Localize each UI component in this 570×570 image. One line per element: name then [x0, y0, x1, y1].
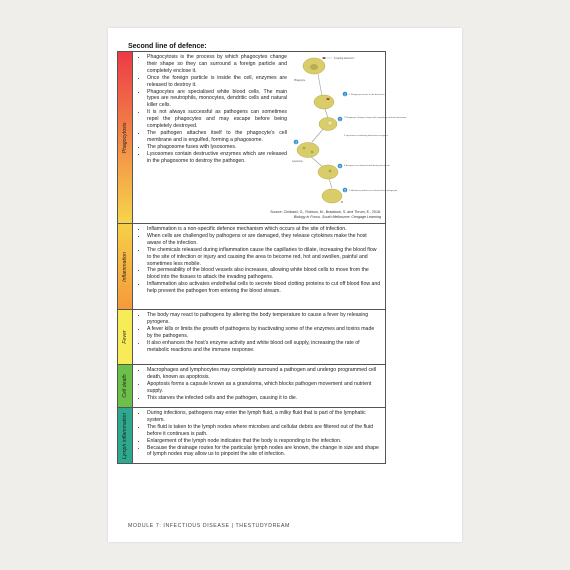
list-item: • Phagocytes are specialised white blood cells. The main types are neutrophils, monocytes, dendritic cells and natural killer cells.: [147, 89, 287, 110]
list-inflammation: [133, 224, 385, 295]
list-item: • Lysosomes contain destructive enzymes which are released in the phagosome to destroy the pathogen.: [147, 151, 287, 165]
list-item: • Inflammation also activates endothelial cells to secrete blood clotting proteins to cut off blood flow and help prevent the pathogen from entering the blood stream.: [147, 281, 381, 295]
label-invading: Invading bacterium: [334, 57, 355, 60]
content-inflammation: [133, 224, 385, 309]
phagocyte-cell: [314, 95, 334, 109]
list-item: • A fever kills or limits the growth of pathogens by inactivating some of the enzymes and toxins made by the pathogens.: [147, 326, 381, 340]
list-item: • Inflammation is a non-specific defence mechanism which occurs at the site of infection.: [147, 226, 381, 233]
label-lysosome: Lysosome: [292, 160, 303, 163]
list-item: • This starves the infected cells and the pathogen, causing it to die.: [147, 395, 381, 402]
label-inflammation: Inflammation: [122, 251, 128, 282]
band-phagocytosis: [118, 52, 133, 223]
step-number: 3: [295, 140, 297, 145]
bacterium: [326, 98, 329, 100]
list-item: • The phagosome fuses with lysosomes.: [147, 144, 287, 151]
figure-credit: [270, 210, 381, 220]
row-fever: [118, 310, 385, 365]
arrow-icon: [312, 128, 324, 142]
lysosome-dot: [311, 151, 314, 154]
list-item: • Once the foreign particle is inside the cell, enzymes are released to destroy it.: [147, 75, 287, 89]
phagosome: [328, 121, 332, 125]
phagocyte-cell: [322, 189, 342, 203]
particle-dot: [341, 201, 343, 203]
phagocyte-cell: [318, 165, 338, 179]
label-step-4: 4 Enzymes are released and destroy bacterium: [344, 165, 390, 167]
band-lymph-inflammation: [118, 408, 133, 463]
list-lymph-inflammation: [133, 408, 385, 458]
list-item: • Phagocytosis is the process by which phagocytes change their shape so they can surround a foreign particle and completely enclose it.: [147, 54, 287, 75]
list-item: • Macrophages and lymphocytes may completely surround a pathogen and undergo programmed cell death, known as apoptosis.: [147, 367, 381, 381]
defence-table: [117, 51, 407, 464]
label-step-1: 1 Phagocyte moves to the bacterium: [349, 94, 385, 96]
label-step-5: 5 Harmless particles are released from phagocyte: [349, 190, 398, 192]
label-phagocyte: Phagocyte: [294, 79, 306, 82]
band-cell-death: [118, 365, 133, 407]
list-item: • Enlargement of the lymph node indicates that the body is responding to the infection.: [147, 438, 381, 445]
list-item: • It also enhances the host’s enzyme activity and white blood cell supply, increasing the rate of metabolic reactions and the immune response.: [147, 340, 381, 354]
list-item: • Apoptosis forms a capsule known as a granuloma, which blocks pathogen movement and nutrient supply.: [147, 381, 381, 395]
list-item: • When cells are challenged by pathogens or are damaged, they release cytokines make the host aware of the infection.: [147, 233, 381, 247]
content-phagocytosis: [133, 52, 407, 223]
row-inflammation: [118, 224, 385, 310]
list-item: • The chemicals released during inflammation cause the capillaries to dilate, increasing the blood flow to the site of infection or injury and causing the area to become red, hot and swollen, painful and sometimes less mobile.: [147, 247, 381, 268]
step-number: 5: [344, 188, 346, 193]
label-fever: Fever: [122, 330, 128, 344]
content-fever: [133, 310, 385, 364]
list-item: • Because the drainage routes for the particular lymph nodes are known, the change in size and shape of lymph nodes may allow us to pinpoint the site of infection.: [147, 445, 381, 459]
phagocytosis-diagram: [288, 56, 407, 206]
list-phagocytosis: [133, 52, 287, 165]
band-inflammation: [118, 224, 133, 309]
list-cell-death: [133, 365, 385, 402]
label-cell-death: Cell death: [122, 374, 128, 398]
label-step-3: 3 Lysosomes containing destructive enzymes: [344, 135, 388, 137]
content-cell-death: [133, 365, 385, 407]
row-lymph-inflammation: [118, 408, 385, 463]
step-number: 1: [344, 92, 346, 97]
list-item: • During infections, pathogens may enter the lymph fluid, a milky fluid that is part of the lymphatic system.: [147, 410, 381, 424]
content-lymph-inflammation: [133, 408, 385, 463]
list-fever: [133, 310, 385, 353]
list-item: • It is not always successful as pathogens can sometimes repel the phagocytes and may escape before being completely destroyed.: [147, 109, 287, 130]
step-number: 2: [339, 117, 341, 122]
credit-line: Source: Chidrawi, G., Robson, M., Braddock, S. and Thrum, E., 2018.: [270, 210, 381, 214]
bacterium: [322, 57, 325, 59]
nucleus: [310, 64, 318, 70]
document-page: [108, 28, 462, 542]
list-item: • The fluid is taken to the lymph nodes where microbes and cellular debris are filtered out of the fluid before it continues is path.: [147, 424, 381, 438]
lysosome-dot: [303, 147, 306, 150]
row-cell-death: [118, 365, 385, 408]
row-phagocytosis: [118, 52, 407, 224]
step-number: 4: [339, 164, 341, 169]
lysosome-dot: [329, 170, 332, 173]
list-item: • The permeability of the blood vessels also increases, allowing white blood cells to move from the blood into the tissues to attack the invading pathogens.: [147, 267, 381, 281]
credit-title: Biology in Focus. South Melbourne: Cengage Learning: [293, 215, 381, 219]
list-item: • The body may react to pathogens by altering the body temperature to cause a fever by releasing pyrogens.: [147, 312, 381, 326]
label-step-2: 2 Phagocyte changes shape and completely encloses bacterium: [344, 117, 407, 119]
band-fever: [118, 310, 133, 364]
label-phagocytosis: Phagocytosis: [122, 122, 128, 153]
arrow-icon: [318, 74, 322, 96]
section-heading: Second line of defence:: [128, 43, 207, 50]
list-item: • The pathogen attaches itself to the phagocyte’s cell membrane and is engulfed, forming a phagosome.: [147, 130, 287, 144]
label-lymph-inflammation: Lymph inflammation: [122, 412, 128, 459]
page-footer: MODULE 7: INFECTIOUS DISEASE | THESTUDYDREAM: [128, 523, 290, 529]
phagocyte-cell: [297, 143, 319, 158]
